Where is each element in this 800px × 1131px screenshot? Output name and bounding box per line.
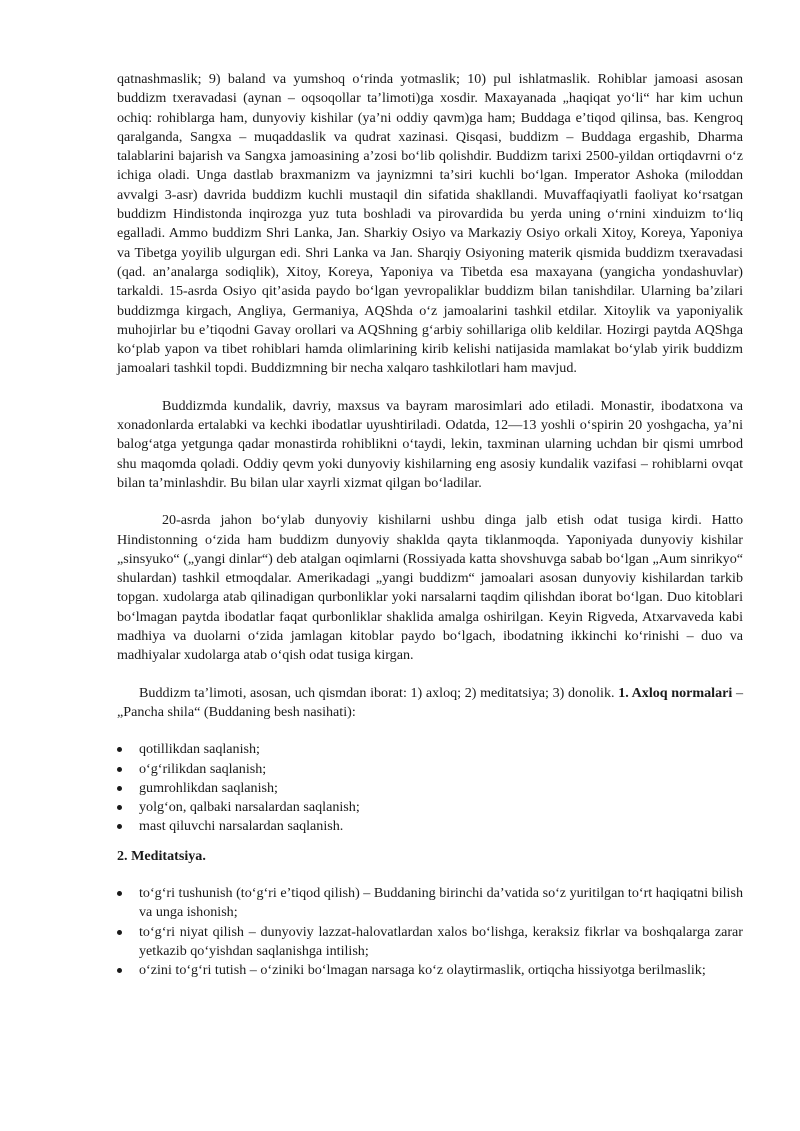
list-item-text: oʻgʻrilikdan saqlanish;: [139, 760, 267, 777]
list-item-text: yolgʻon, qalbaki narsalardan saqlanish;: [139, 799, 360, 816]
spacer: [117, 666, 743, 684]
list-item-text: oʻzini toʻgʻri tutish – oʻziniki boʻlmagan narsaga koʻz olaytirmaslik, ortiqcha hissiyotga berilmaslik;: [139, 962, 706, 979]
list-item-text: toʻgʻri tushunish (toʻgʻri eʼtiqod qilish) – Buddaning birinchi daʼvatida soʻz yuritilgan toʻrt haqiqatni bilish va unga ishonish;: [139, 884, 743, 921]
bullet-icon: [117, 747, 122, 752]
list-item-text: qotillikdan saqlanish;: [139, 741, 260, 758]
list-item: [117, 740, 743, 759]
list-item-text: gumrohlikdan saqlanish;: [139, 779, 278, 796]
bullet-icon: [117, 786, 122, 791]
meditation-heading: [117, 847, 743, 866]
paragraph-history: qatnashmaslik; 9) baland va yumshoq oʻrinda yotmaslik; 10) pul ishlatmaslik. Rohiblar jamoasi asosan buddizm txeravadasi (aynan – oqsoqollar taʼlimoti)ga xosdir. Maxayanada „haqiqat yoʻli“ har kim uchun ochiq: rohiblarga ham, dunyoviy kishilar (yaʼni oddiy qavm)ga ham; Buddaga eʼtiqod qilinsa, bas. Kengroq qaralganda, Sangxa – muqaddaslik va qudrat xazinasi. Qisqasi, buddizm – Buddaga ergashib, Dharma talablarini bajarish va Sangxa jamoasining aʼzosi boʻlib qolishdir. Buddizm tarixi 2500-yildan ortiqdavrni oʻz ichiga oladi. Unga dastlab braxmanizm va jaynizmni taʼsiri kuchli boʻlgan. Imperator Ashoka (miloddan avvalgi 3-asr) davrida buddizm kuchli mustaqil din sifatida shakllandi. Muvaffaqiyatli faoliyat koʻrsatgan buddizm Hindistonda inqirozga yuz tuta boshladi va pirovardida bu yerda uning oʻrnini xinduizm toʻliq egalladi. Ammo buddizm Shri Lanka, Jan. Sharkiy Osiyo va Markaziy Osiyo orkali Xitoy, Koreya, Yaponiya va Tibetga yoyilib ulgurgan edi. Shri Lanka va Jan. Sharqiy Osiyoning materik qismida buddizm txeravadasi (qad. anʼanalarga sodiqlik), Xitoy, Koreya, Yaponiya va Tibetda esa maxayana (yangicha yondashuvlar) tarkaldi. 15-asrda Osiyo qitʼasida paydo boʻlgan yevropaliklar buddizm bilan tanishdilar. Ularning baʼzilari buddizmga kirgach, Angliya, Germaniya, AQShda oʻz jamoalarini tashkil etdilar. Xitoylik va yaponiyalik muhojirlar bu eʼtiqodni Gavay orollari va AQShning gʻarbiy sohillariga olib keldilar. Hozirgi paytda AQShga koʻplab yapon va tibet rohiblari hamda olimlarining kirib kelishi natijasida mamlakat boʻylab yirik buddizm jamoalari tashkil topdi. Buddizmning bir necha xalqaro tashkilotlari ham mavjud.: [117, 71, 743, 377]
paragraph-modern: 20-asrda jahon boʻylab dunyoviy kishilarni ushbu dinga jalb etish odat tusiga kirdi. Hatto Hindistonning oʻzida ham buddizm dunyoviy shaklda qayta tiklanmoqda. Yaponiyada dunyoviy kishilar „sinsyuko“ („yangi dinlar“) deb atalgan oqimlarni (Rossiyada katta shovshuvga sabab boʻlgan „Aum sinrikyo“ shulardan) tashkil etmoqdalar. Amerikadagi „yangi buddizm“ jamoalari asosan dunyoviy kishilardan tarkib topgan. xudolarga atab qilinadigan qurbonliklar yoki narsalarni taqdim qilishdan iborat boʻlgan. Duo kitoblari boʻlmagan paytda ibodatlar faqat qurbonliklar shaklida amalga oshirilgan. Keyin Rigveda, Atxarvaveda kabi madhiya va duolarni oʻzida jamlagan kitoblar paydo boʻlgach, ibodatning ikkinchi koʻrinishi – duo va madhiyalar xudolarga atab oʻqish odat tusiga kirgan.: [117, 512, 743, 664]
spacer: [117, 379, 743, 397]
bullet-icon: [117, 805, 122, 810]
spacer: [117, 722, 743, 740]
spacer: [117, 493, 743, 511]
list-item-text: toʻgʻri niyat qilish – dunyoviy lazzat-halovatlardan xalos boʻlishga, keraksiz fikrlar va boshqalarga zarar yetkazib qoʻyishdan saqlanishga intilish;: [139, 923, 743, 959]
bullet-icon: [117, 767, 122, 772]
ethics-heading-tail: – „Pancha shila“ (Buddaning besh nasihati):: [117, 684, 744, 720]
teachings-intro: Buddizm taʼlimoti, asosan, uch qismdan iborat: 1) axloq; 2) meditatsiya; 3) donolik.: [139, 684, 615, 701]
bullet-icon: [117, 891, 122, 896]
list-item: [117, 961, 743, 980]
document-page: [117, 70, 743, 980]
paragraph-rituals: Buddizmda kundalik, davriy, maxsus va bayram marosimlari ado etiladi. Monastir, ibodatxona va xonadonlarda ertalabki va kechki ibodatlar uyushtiriladi. Odatda, 12—13 yoshli oʻspirin 20 yoshgacha, yaʼni balogʻatga yetgunga qadar monastirda rohiblikni oʻtaydi, lekin, taxminan ularning uchdan bir qismi umrbod shu maqomda qoladi. Oddiy qevm yoki dunyoviy kishilarning eng asosiy kundalik vazifasi – rohiblarni ovqat bilan taʼminlashdir. Bu bilan ular xayrli xizmat qilgan boʻladilar.: [117, 397, 743, 491]
meditation-heading-text: 2. Meditatsiya.: [117, 847, 206, 864]
list-item: [117, 884, 743, 923]
list-item: [117, 798, 743, 817]
bullet-icon: [117, 824, 122, 829]
ethics-heading: 1. Axloq normalari: [618, 684, 733, 701]
bullet-icon: [117, 930, 122, 935]
spacer: [117, 866, 743, 884]
list-item: [117, 779, 743, 798]
list-item: [117, 817, 743, 836]
paragraph-teachings: [117, 684, 743, 723]
meditation-list: [117, 884, 743, 980]
spacer: [117, 837, 743, 847]
list-item: [117, 923, 743, 962]
list-item: [117, 760, 743, 779]
bullet-icon: [117, 968, 122, 973]
ethics-list: [117, 740, 743, 836]
list-item-text: mast qiluvchi narsalardan saqlanish.: [139, 818, 344, 835]
